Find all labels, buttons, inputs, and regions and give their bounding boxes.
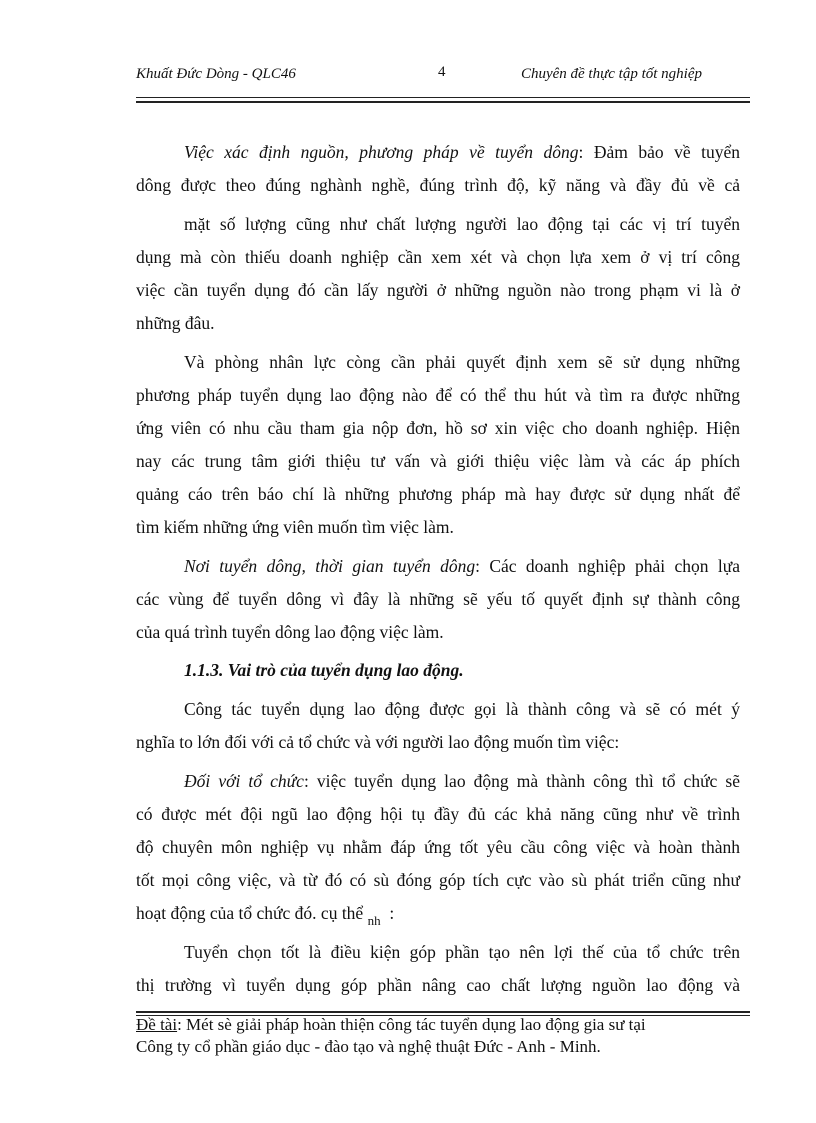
paragraph-line: tìm kiếm những ứng viên muốn tìm việc làm. [136, 517, 454, 537]
paragraph-line: dụng mà còn thiếu doanh nghiệp cần xem xét và chọn lựa xem ở vị trí công [136, 247, 740, 267]
paragraph-line: ứng viên có nhu cầu tham gia nộp đơn, hồ sơ xin việc cho doanh nghiệp. Hiện [136, 418, 740, 438]
paragraph-line: mặt số lượng cũng như chất lượng người lao động tại các vị trí tuyển [184, 214, 740, 234]
header-rule [136, 97, 750, 103]
header-doc-title: Chuyên đề thực tập tốt nghiệp [520, 66, 702, 82]
paragraph-line: các vùng để tuyển dông vì đây là những sẽ yếu tố quyết định sự thành công [136, 589, 740, 609]
italic-lead: Đối với tổ chức [184, 771, 304, 791]
paragraph-line: quảng cáo trên báo chí là những phương pháp mà hay được sử dụng nhất để [136, 484, 740, 504]
paragraph-line: của quá trình tuyển dông lao động việc làm. [136, 622, 444, 642]
paragraph-line: Đối với tổ chức: việc tuyển dụng lao động mà thành công thì tổ chức sẽ [184, 771, 740, 791]
paragraph-line: Tuyển chọn tốt là điều kiện góp phần tạo nên lợi thế của tổ chức trên [184, 942, 740, 962]
paragraph-line: Và phòng nhân lực còng cần phải quyết định xem sẽ sử dụng những [184, 352, 740, 372]
paragraph-line: nghĩa to lớn đối với cả tổ chức và với người lao động muốn tìm việc: [136, 732, 620, 752]
footer-line-1: Đề tài: Mét sè giải pháp hoàn thiện công tác tuyển dụng lao động gia sư tại [136, 1015, 646, 1034]
paragraph-line: việc cần tuyển dụng đó cần lấy người ở những nguồn nào trong phạm vi là ở [136, 280, 740, 300]
paragraph-line: phương pháp tuyển dụng lao động nào để có thể thu hút và tìm ra được những [136, 385, 740, 405]
italic-lead: Việc xác định nguồn, phương pháp về tuyển dông [184, 142, 579, 162]
paragraph-line: tốt mọi công việc, và từ đó có sù đóng góp tích cực vào sù phát triển cũng như [136, 870, 740, 890]
page-footer [136, 1014, 646, 1058]
paragraph-line: Nơi tuyển dông, thời gian tuyển dông: Các doanh nghiệp phải chọn lựa [184, 556, 741, 576]
footer-label: Đề tài [136, 1015, 178, 1034]
paragraph-line: những đâu. [136, 313, 215, 333]
paragraph-line: hoạt động của tổ chức đó. cụ thể $_{nh}$ : [136, 903, 395, 928]
page-number: 4 [438, 64, 446, 80]
page-header [136, 66, 750, 90]
paragraph-line: Công tác tuyển dụng lao động được gọi là thành công và sẽ có mét ý [184, 699, 740, 719]
header-author: Khuất Đức Dòng - QLC46 [136, 66, 296, 82]
paragraph-line: có được mét đội ngũ lao động hội tụ đầy đủ các khả năng cũng như về trình [136, 804, 740, 824]
section-heading: 1.1.3. Vai trò của tuyển dụng lao động. [184, 660, 464, 680]
paragraph-line: Việc xác định nguồn, phương pháp về tuyển dông: Đảm bảo về tuyển [184, 142, 741, 162]
paragraph-line: thị trường vì tuyển dụng góp phần nâng cao chất lượng nguồn lao động và [136, 975, 740, 995]
paragraph-line: dông được theo đúng nghành nghề, đúng trình độ, kỹ năng và đầy đủ về cả [136, 175, 740, 195]
paragraph-line: nay các trung tâm giới thiệu tư vấn và giới thiệu việc làm và các áp phích [136, 451, 740, 471]
subscript-note: nh [367, 913, 381, 928]
paragraph-line: độ chuyên môn nghiệp vụ nhằm đáp ứng tốt yêu cầu công việc và hoàn thành [136, 837, 740, 857]
italic-lead: Nơi tuyển dông, thời gian tuyển dông [184, 556, 476, 576]
footer-line-2: Công ty cổ phần giáo dục - đào tạo và nghệ thuật Đức - Anh - Minh. [136, 1037, 601, 1056]
